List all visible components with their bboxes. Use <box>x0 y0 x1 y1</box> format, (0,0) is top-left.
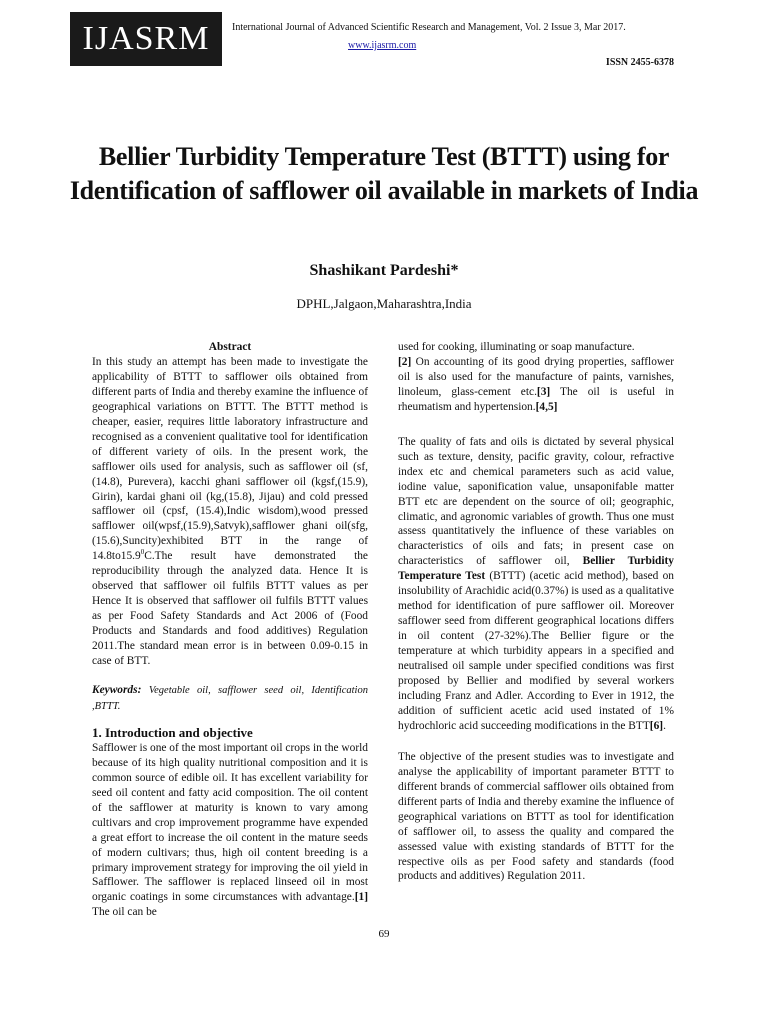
left-column <box>92 340 368 920</box>
author-affiliation: DPHL,Jalgaon,Maharashtra,India <box>296 296 472 311</box>
paper-title: Bellier Turbidity Temperature Test (BTTT) using for Identification of safflower oil available in markets of India <box>69 142 699 205</box>
journal-logo: IJASRM <box>70 12 222 66</box>
keywords <box>92 683 368 715</box>
citation-ref: [3] <box>536 385 551 398</box>
paragraph-objective: The objective of the present studies was to investigate and analyse the applicability of important parameter BTTT to different brands of commercial safflower oils obtained from different parts of India and thereby examine the influence of geographical variations on BTTT as tool for identification of safflower oil, to assess the quality and compared the assessed value with existing standards of BTTT for the respective oils as per Food safety and standards (food products and additives) Regulation 2011. <box>398 750 674 883</box>
section-heading-introduction: 1. Introduction and objective <box>92 724 253 740</box>
citation-ref: [6] <box>649 719 664 732</box>
page-number: 69 <box>378 928 390 940</box>
paragraph-uses: used for cooking, illuminating or soap manufacture. [2] On accounting of its good drying properties, safflower oil is also used for the manufacture of paints, varnishes, linoleum, glass-cement etc.[3] The oil is useful in rheumatism and hypertension.[4,5] <box>398 341 675 413</box>
journal-citation: International Journal of Advanced Scientific Research and Management, Vol. 2 Issue 3, Mar 2017. <box>232 22 626 33</box>
keywords-text: Vegetable oil, safflower seed oil, Identification ,BTTT. <box>92 684 368 712</box>
abstract-text: In this study an attempt has been made to investigate the applicability of BTTT to safflower oils obtained from different parts of India and thereby examine the influence of geographical variations on BTTT. The BTTT method is cheaper, easier, requires little laboratory infrastructure and recognised as a convenient qualitative tool for identification of different variety of oils. In the present work, the safflower oils used for analysis, such as safflower oil (sf,(14.8), Purevera), kacchi ghani safflower oil (kgsf,(15.9), Girin), kardai ghani oil (kg,(15.8), Jijau) and cold pressed safflower oil (cpsf, (15.4),Indic wisdom),wood pressed safflower oil(wpsf,(15.9),Satvyk),safflower ghani oil(sfg,(15.6),Suncity)exhibited BTT in the range of 14.8to15.9$^0$C.The result have demonstrated the reproducibility through the analyzed data. Hence It is observed that safflower oil fulfils BTTT values as per Hence It is observed that safflower oil fulfils BTTT values as per Food Safety Standards and Act 2006 of (Food Products and Standards and food additives) Regulation 2011.The standard mean error is in between 0.09-0.15 in case of BTT. <box>92 355 368 668</box>
keywords-label: Keywords: <box>92 683 142 696</box>
citation-ref: [4,5] <box>535 400 558 413</box>
abstract-heading: Abstract <box>208 341 252 353</box>
bttt-term: Bellier Turbidity Temperature Test <box>398 555 674 583</box>
issn: ISSN 2455-6378 <box>605 57 674 68</box>
journal-url-link[interactable]: www.ijasrm.com <box>348 40 417 51</box>
introduction-text: Safflower is one of the most important oil crops in the world because of its high quality nutritional composition and it is common source of edible oil. It has excellent variability for seed oil content and fatty acid composition. The oil content of the safflower at maturity is known to vary among cultivars and crop improvement programme have expended a great effort to increase the oil content in the mature seeds of modern cultivars; thus, high oil content breeding is a primary improvement strategy for improving the oil yield in Safflower. The safflower is replaced linseed oil in most organic coatings in some circumstances with advantage.[1] The oil can be <box>92 741 368 919</box>
degree-superscript: 0 <box>140 548 145 557</box>
right-column <box>398 340 674 884</box>
paragraph-quality: The quality of fats and oils is dictated by several physical such as texture, density, pacific gravity, colour, refractive index etc and chemical parameters such as acid value, iodine value, saponification value, unsaponifable matter BTT etc are dependent on the source of oil; geographic, climatic, and agronomic variables of growth. Thus one must assess quantitatively the influence of these variables on characteristics of oils and fats; in present case on characteristics of safflower oil, Bellier Turbidity Temperature Test (BTTT) (acetic acid method), based on insolubility of Arachidic acid(0.37%) is used as a qualitative method for identification of pure safflower oil. Moreover safflower seed from different geographical locations differs in oil content (27-32%).The Bellier figure or the temperature at which turbidity appears in a specified and neutralised oil sample under specified conditions was first proposed by Bellier and modified by several workers including Franz and Adler. According to Ever in 1912, the addition of sufficient acetic acid used instated of 1% hydrochloric acid succeeding modifications in the BTT[6]. <box>398 435 674 732</box>
citation-ref: [2] <box>398 355 412 368</box>
citation-ref: [1] <box>354 891 368 904</box>
author-name: Shashikant Pardeshi* <box>309 262 459 279</box>
